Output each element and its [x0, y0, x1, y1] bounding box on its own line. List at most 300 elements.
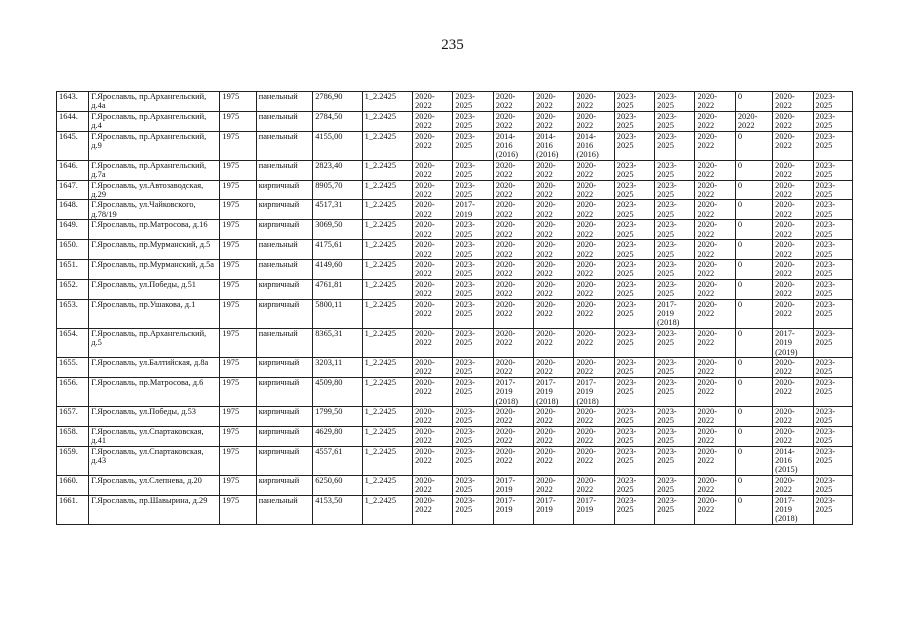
- period-cell: 2020-2022: [695, 220, 735, 240]
- period-cell: 2020-2022: [574, 357, 614, 377]
- address-cell: Г.Ярославль, пр.Архангельский, д.7а: [89, 160, 220, 180]
- period-cell: 2020-2022: [534, 92, 574, 112]
- period-cell: 2020-2022: [574, 407, 614, 427]
- period-cell: 2023-2025: [453, 377, 493, 406]
- area-cell: 8905,70: [313, 180, 362, 200]
- period-cell: 2020-2022: [534, 220, 574, 240]
- period-cell: 2023-2025: [614, 279, 654, 299]
- period-cell: 2023-2025: [655, 240, 695, 260]
- period-cell: 2023-2025: [813, 200, 853, 220]
- period-cell: 2020-2022: [574, 475, 614, 495]
- period-cell: 2023-2025: [655, 446, 695, 475]
- period-cell: 2020-2022: [413, 240, 453, 260]
- area-cell: 4153,50: [313, 495, 362, 524]
- period-cell: 2020-2022: [695, 92, 735, 112]
- page-number: 235: [441, 37, 464, 53]
- table-row: [57, 446, 853, 475]
- period-cell: 2020-2022: [413, 407, 453, 427]
- series-code-cell: 1_2.2425: [362, 111, 412, 131]
- period-cell: 2020-2022: [695, 279, 735, 299]
- table-row: [57, 475, 853, 495]
- period-cell: 2020-2022: [695, 131, 735, 160]
- period-cell: 2020-2022: [413, 475, 453, 495]
- series-code-cell: 1_2.2425: [362, 407, 412, 427]
- period-cell: 2023-2025: [614, 495, 654, 524]
- table-row: [57, 426, 853, 446]
- period-cell: 2020-2022: [493, 180, 533, 200]
- period-cell: 2023-2025: [614, 131, 654, 160]
- table-row: [57, 357, 853, 377]
- period-cell: 2023-2025: [655, 160, 695, 180]
- period-cell: 2020-2022: [534, 200, 574, 220]
- period-cell: 2023-2025: [614, 180, 654, 200]
- wall-material-cell: панельный: [256, 240, 312, 260]
- period-cell: 2020-2022: [695, 259, 735, 279]
- area-cell: 8365,31: [313, 328, 362, 357]
- wall-material-cell: панельный: [256, 111, 312, 131]
- area-cell: 2823,40: [313, 160, 362, 180]
- period-cell: 2023-2025: [813, 220, 853, 240]
- row-number-cell: 1650.: [57, 240, 89, 260]
- address-cell: Г.Ярославль, ул.Балтийская, д.8а: [89, 357, 220, 377]
- period-cell: 2023-2025: [813, 299, 853, 328]
- period-cell: 2020-2022: [413, 328, 453, 357]
- address-cell: Г.Ярославль, ул.Чайковского, д.78/19: [89, 200, 220, 220]
- period-cell: 2020-2022: [773, 180, 813, 200]
- period-cell: 2023-2025: [453, 92, 493, 112]
- area-cell: 3203,11: [313, 357, 362, 377]
- period-cell: 2023-2025: [614, 328, 654, 357]
- period-cell: 0: [735, 475, 772, 495]
- period-cell: 2023-2025: [453, 220, 493, 240]
- address-cell: Г.Ярославль, пр.Архангельский, д.4а: [89, 92, 220, 112]
- period-cell: 2023-2025: [453, 407, 493, 427]
- year-built-cell: 1975: [220, 407, 256, 427]
- period-cell: 2023-2025: [614, 220, 654, 240]
- period-cell: 2020-2022: [493, 92, 533, 112]
- period-cell: 2023-2025: [453, 180, 493, 200]
- period-cell: 2020-2022: [534, 160, 574, 180]
- area-cell: 4155,00: [313, 131, 362, 160]
- table-row: [57, 279, 853, 299]
- period-cell: 2020-2022: [493, 407, 533, 427]
- row-number-cell: 1643.: [57, 92, 89, 112]
- year-built-cell: 1975: [220, 180, 256, 200]
- period-cell: 2020-2022: [773, 240, 813, 260]
- period-cell: 2020-2022: [413, 92, 453, 112]
- period-cell: 2020-2022: [773, 200, 813, 220]
- table-row: [57, 111, 853, 131]
- row-number-cell: 1647.: [57, 180, 89, 200]
- period-cell: 2023-2025: [453, 259, 493, 279]
- period-cell: 2023-2025: [655, 220, 695, 240]
- period-cell: 2023-2025: [655, 279, 695, 299]
- period-cell: 2023-2025: [453, 495, 493, 524]
- period-cell: 2020-2022: [574, 111, 614, 131]
- period-cell: 2023-2025: [453, 299, 493, 328]
- period-cell: 2020-2022: [493, 446, 533, 475]
- table-row: [57, 200, 853, 220]
- year-built-cell: 1975: [220, 111, 256, 131]
- period-cell: 0: [735, 160, 772, 180]
- year-built-cell: 1975: [220, 160, 256, 180]
- area-cell: 2784,50: [313, 111, 362, 131]
- table-row: [57, 220, 853, 240]
- address-cell: Г.Ярославль, ул.Победы, д.51: [89, 279, 220, 299]
- row-number-cell: 1656.: [57, 377, 89, 406]
- period-cell: 2023-2025: [614, 200, 654, 220]
- period-cell: 2020-2022: [534, 426, 574, 446]
- period-cell: 2023-2025: [813, 180, 853, 200]
- address-cell: Г.Ярославль, пр.Архангельский, д.5: [89, 328, 220, 357]
- wall-material-cell: кирпичный: [256, 446, 312, 475]
- area-cell: 5800,11: [313, 299, 362, 328]
- period-cell: 2023-2025: [614, 299, 654, 328]
- period-cell: 2020-2022: [574, 200, 614, 220]
- period-cell: 2020-2022: [413, 160, 453, 180]
- series-code-cell: 1_2.2425: [362, 92, 412, 112]
- period-cell: 2020-2022: [493, 160, 533, 180]
- row-number-cell: 1649.: [57, 220, 89, 240]
- address-cell: Г.Ярославль, пр.Матросова, д.16: [89, 220, 220, 240]
- period-cell: 2023-2025: [655, 426, 695, 446]
- period-cell: 2020-2022: [413, 377, 453, 406]
- period-cell: 2023-2025: [813, 328, 853, 357]
- year-built-cell: 1975: [220, 377, 256, 406]
- row-number-cell: 1653.: [57, 299, 89, 328]
- row-number-cell: 1660.: [57, 475, 89, 495]
- series-code-cell: 1_2.2425: [362, 357, 412, 377]
- period-cell: 2020-2022: [413, 259, 453, 279]
- period-cell: 2023-2025: [453, 131, 493, 160]
- wall-material-cell: кирпичный: [256, 299, 312, 328]
- period-cell: 0: [735, 328, 772, 357]
- period-cell: 2020-2022: [413, 220, 453, 240]
- period-cell: 2020-2022: [534, 240, 574, 260]
- row-number-cell: 1645.: [57, 131, 89, 160]
- period-cell: 2023-2025: [655, 180, 695, 200]
- period-cell: 2023-2025: [813, 131, 853, 160]
- period-cell: 2020-2022: [534, 259, 574, 279]
- period-cell: 2020-2022: [413, 495, 453, 524]
- wall-material-cell: панельный: [256, 328, 312, 357]
- table-row: [57, 495, 853, 524]
- wall-material-cell: кирпичный: [256, 426, 312, 446]
- year-built-cell: 1975: [220, 220, 256, 240]
- period-cell: 2020-2022: [773, 279, 813, 299]
- period-cell: 2014-2016 (2016): [534, 131, 574, 160]
- period-cell: 2020-2022: [534, 180, 574, 200]
- period-cell: 0: [735, 407, 772, 427]
- period-cell: 2020-2022: [773, 475, 813, 495]
- period-cell: 2020-2022: [574, 259, 614, 279]
- table-row: [57, 328, 853, 357]
- period-cell: 0: [735, 377, 772, 406]
- series-code-cell: 1_2.2425: [362, 299, 412, 328]
- period-cell: 2023-2025: [655, 357, 695, 377]
- period-cell: 2020-2022: [493, 240, 533, 260]
- period-cell: 2020-2022: [695, 495, 735, 524]
- period-cell: 2023-2025: [813, 259, 853, 279]
- period-cell: 2020-2022: [574, 180, 614, 200]
- period-cell: 2023-2025: [655, 328, 695, 357]
- address-cell: Г.Ярославль, ул.Слепнева, д.20: [89, 475, 220, 495]
- period-cell: 2017-2019: [453, 200, 493, 220]
- period-cell: 2023-2025: [655, 111, 695, 131]
- period-cell: 2023-2025: [453, 446, 493, 475]
- period-cell: 2020-2022: [534, 446, 574, 475]
- period-cell: 2020-2022: [773, 299, 813, 328]
- table-row: [57, 407, 853, 427]
- period-cell: 0: [735, 279, 772, 299]
- period-cell: 2020-2022: [695, 160, 735, 180]
- year-built-cell: 1975: [220, 495, 256, 524]
- period-cell: 2014-2016 (2016): [574, 131, 614, 160]
- year-built-cell: 1975: [220, 259, 256, 279]
- period-cell: 2020-2022: [695, 426, 735, 446]
- wall-material-cell: панельный: [256, 131, 312, 160]
- period-cell: 2023-2025: [813, 426, 853, 446]
- period-cell: 2023-2025: [614, 377, 654, 406]
- wall-material-cell: панельный: [256, 92, 312, 112]
- row-number-cell: 1652.: [57, 279, 89, 299]
- period-cell: 2020-2022: [493, 279, 533, 299]
- series-code-cell: 1_2.2425: [362, 220, 412, 240]
- period-cell: 2023-2025: [614, 240, 654, 260]
- period-cell: 2017-2019 (2019): [773, 328, 813, 357]
- address-cell: Г.Ярославль, пр.Шавырина, д.29: [89, 495, 220, 524]
- area-cell: 4629,80: [313, 426, 362, 446]
- area-cell: 4509,80: [313, 377, 362, 406]
- period-cell: 2017-2019 (2018): [574, 377, 614, 406]
- period-cell: 0: [735, 240, 772, 260]
- period-cell: 2020-2022: [413, 131, 453, 160]
- period-cell: 2023-2025: [453, 426, 493, 446]
- period-cell: 2020-2022: [493, 357, 533, 377]
- table-row: [57, 299, 853, 328]
- period-cell: 2020-2022: [695, 111, 735, 131]
- series-code-cell: 1_2.2425: [362, 160, 412, 180]
- area-cell: 4517,31: [313, 200, 362, 220]
- period-cell: 2020-2022: [413, 446, 453, 475]
- wall-material-cell: кирпичный: [256, 220, 312, 240]
- wall-material-cell: кирпичный: [256, 200, 312, 220]
- period-cell: 2020-2022: [534, 111, 574, 131]
- year-built-cell: 1975: [220, 200, 256, 220]
- area-cell: 6250,60: [313, 475, 362, 495]
- period-cell: 2020-2022: [695, 407, 735, 427]
- period-cell: 2020-2022: [773, 377, 813, 406]
- period-cell: 2023-2025: [614, 357, 654, 377]
- period-cell: 2020-2022: [534, 328, 574, 357]
- period-cell: 2023-2025: [453, 328, 493, 357]
- period-cell: 2014-2016 (2016): [493, 131, 533, 160]
- address-cell: Г.Ярославль, ул.Победы, д.53: [89, 407, 220, 427]
- period-cell: 2020-2022: [413, 111, 453, 131]
- area-cell: 3069,50: [313, 220, 362, 240]
- area-cell: 4557,61: [313, 446, 362, 475]
- row-number-cell: 1654.: [57, 328, 89, 357]
- wall-material-cell: панельный: [256, 160, 312, 180]
- series-code-cell: 1_2.2425: [362, 426, 412, 446]
- address-cell: Г.Ярославль, ул.Спартаковская, д.41: [89, 426, 220, 446]
- period-cell: 2020-2022: [695, 180, 735, 200]
- period-cell: 2020-2022: [574, 446, 614, 475]
- period-cell: 2023-2025: [655, 407, 695, 427]
- period-cell: 2023-2025: [813, 446, 853, 475]
- period-cell: 2020-2022: [413, 426, 453, 446]
- period-cell: 2023-2025: [655, 200, 695, 220]
- period-cell: 2020-2022: [695, 328, 735, 357]
- address-cell: Г.Ярославль, пр.Мурманский, д.5а: [89, 259, 220, 279]
- period-cell: 2023-2025: [614, 259, 654, 279]
- period-cell: 2023-2025: [813, 357, 853, 377]
- period-cell: 2023-2025: [813, 495, 853, 524]
- period-cell: 2017-2019: [574, 495, 614, 524]
- period-cell: 0: [735, 200, 772, 220]
- period-cell: 2023-2025: [614, 426, 654, 446]
- period-cell: 2020-2022: [574, 279, 614, 299]
- period-cell: 2017-2019 (2018): [493, 377, 533, 406]
- wall-material-cell: кирпичный: [256, 279, 312, 299]
- period-cell: 2020-2022: [574, 240, 614, 260]
- year-built-cell: 1975: [220, 279, 256, 299]
- row-number-cell: 1661.: [57, 495, 89, 524]
- period-cell: 2023-2025: [813, 377, 853, 406]
- wall-material-cell: кирпичный: [256, 407, 312, 427]
- period-cell: 2023-2025: [614, 92, 654, 112]
- period-cell: 2020-2022: [493, 328, 533, 357]
- period-cell: 2023-2025: [614, 475, 654, 495]
- address-cell: Г.Ярославль, ул.Спартаковская, д.43: [89, 446, 220, 475]
- period-cell: 2020-2022: [695, 200, 735, 220]
- period-cell: 2017-2019 (2018): [655, 299, 695, 328]
- period-cell: 2020-2022: [534, 299, 574, 328]
- period-cell: 2020-2022: [493, 111, 533, 131]
- period-cell: 2023-2025: [453, 475, 493, 495]
- period-cell: 2020-2022: [413, 357, 453, 377]
- period-cell: 2020-2022: [413, 299, 453, 328]
- period-cell: 2020-2022: [493, 200, 533, 220]
- period-cell: 2023-2025: [655, 259, 695, 279]
- period-cell: 2023-2025: [655, 377, 695, 406]
- year-built-cell: 1975: [220, 475, 256, 495]
- year-built-cell: 1975: [220, 92, 256, 112]
- period-cell: 0: [735, 426, 772, 446]
- table-row: [57, 377, 853, 406]
- period-cell: 2020-2022: [413, 279, 453, 299]
- period-cell: 2020-2022: [574, 328, 614, 357]
- period-cell: 2017-2019: [493, 475, 533, 495]
- wall-material-cell: панельный: [256, 495, 312, 524]
- period-cell: 2020-2022: [773, 131, 813, 160]
- year-built-cell: 1975: [220, 426, 256, 446]
- row-number-cell: 1648.: [57, 200, 89, 220]
- period-cell: 2020-2022: [413, 200, 453, 220]
- period-cell: 2020-2022: [695, 446, 735, 475]
- period-cell: 2023-2025: [655, 92, 695, 112]
- period-cell: 2020-2022: [574, 220, 614, 240]
- year-built-cell: 1975: [220, 240, 256, 260]
- series-code-cell: 1_2.2425: [362, 446, 412, 475]
- area-cell: 4761,81: [313, 279, 362, 299]
- period-cell: 2023-2025: [813, 407, 853, 427]
- period-cell: 2023-2025: [453, 357, 493, 377]
- period-cell: 2020-2022: [773, 111, 813, 131]
- period-cell: 2020-2022: [735, 111, 772, 131]
- period-cell: 2023-2025: [655, 475, 695, 495]
- address-cell: Г.Ярославль, пр.Ушакова, д.1: [89, 299, 220, 328]
- period-cell: 0: [735, 495, 772, 524]
- period-cell: 2020-2022: [413, 180, 453, 200]
- wall-material-cell: кирпичный: [256, 475, 312, 495]
- period-cell: 2023-2025: [614, 111, 654, 131]
- period-cell: 2020-2022: [574, 426, 614, 446]
- period-cell: 0: [735, 259, 772, 279]
- period-cell: 2023-2025: [813, 240, 853, 260]
- table-row: [57, 180, 853, 200]
- period-cell: 0: [735, 92, 772, 112]
- period-cell: 0: [735, 131, 772, 160]
- period-cell: 2020-2022: [493, 259, 533, 279]
- period-cell: 2020-2022: [695, 475, 735, 495]
- row-number-cell: 1651.: [57, 259, 89, 279]
- period-cell: 0: [735, 180, 772, 200]
- period-cell: 2023-2025: [614, 446, 654, 475]
- row-number-cell: 1644.: [57, 111, 89, 131]
- row-number-cell: 1655.: [57, 357, 89, 377]
- period-cell: 2020-2022: [773, 92, 813, 112]
- period-cell: 2020-2022: [493, 220, 533, 240]
- year-built-cell: 1975: [220, 131, 256, 160]
- period-cell: 2020-2022: [534, 475, 574, 495]
- series-code-cell: 1_2.2425: [362, 240, 412, 260]
- area-cell: 4149,60: [313, 259, 362, 279]
- series-code-cell: 1_2.2425: [362, 328, 412, 357]
- period-cell: 2020-2022: [493, 426, 533, 446]
- period-cell: 2023-2025: [453, 111, 493, 131]
- row-number-cell: 1646.: [57, 160, 89, 180]
- series-code-cell: 1_2.2425: [362, 377, 412, 406]
- period-cell: 2020-2022: [695, 377, 735, 406]
- period-cell: 2020-2022: [773, 259, 813, 279]
- table-row: [57, 92, 853, 112]
- period-cell: 2023-2025: [453, 160, 493, 180]
- address-cell: Г.Ярославль, пр.Архангельский, д.9: [89, 131, 220, 160]
- address-cell: Г.Ярославль, ул.Автозаводская, д.29: [89, 180, 220, 200]
- row-number-cell: 1659.: [57, 446, 89, 475]
- year-built-cell: 1975: [220, 446, 256, 475]
- address-cell: Г.Ярославль, пр.Мурманский, д.5: [89, 240, 220, 260]
- period-cell: 2017-2019: [534, 495, 574, 524]
- period-cell: 2023-2025: [813, 160, 853, 180]
- series-code-cell: 1_2.2425: [362, 259, 412, 279]
- period-cell: 2020-2022: [773, 426, 813, 446]
- period-cell: 2023-2025: [453, 279, 493, 299]
- period-cell: 2020-2022: [574, 299, 614, 328]
- table-row: [57, 131, 853, 160]
- year-built-cell: 1975: [220, 299, 256, 328]
- period-cell: 2023-2025: [813, 92, 853, 112]
- wall-material-cell: кирпичный: [256, 377, 312, 406]
- period-cell: 2023-2025: [813, 475, 853, 495]
- period-cell: 2023-2025: [614, 407, 654, 427]
- year-built-cell: 1975: [220, 357, 256, 377]
- area-cell: 1799,50: [313, 407, 362, 427]
- period-cell: 2023-2025: [813, 111, 853, 131]
- period-cell: 2020-2022: [493, 299, 533, 328]
- series-code-cell: 1_2.2425: [362, 495, 412, 524]
